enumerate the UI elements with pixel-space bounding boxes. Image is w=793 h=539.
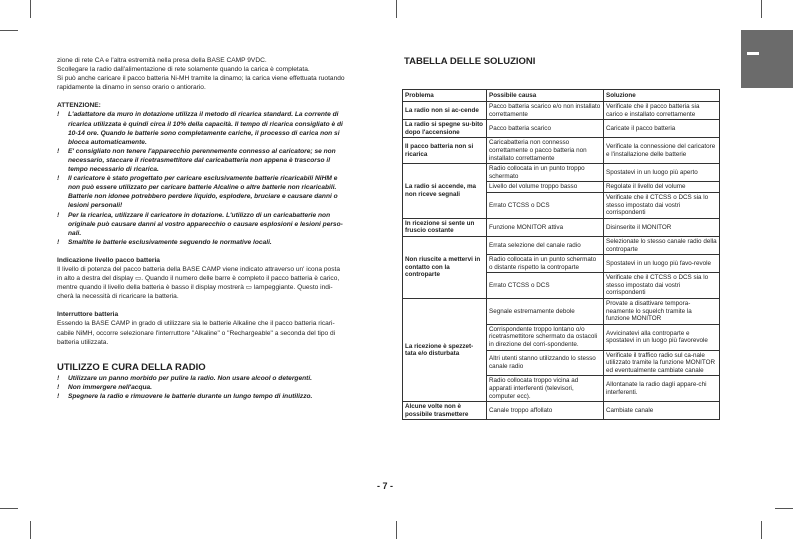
solutions-table: [402, 89, 720, 420]
attention-note: [57, 110, 373, 146]
note-line: lesioni personali!: [68, 202, 123, 210]
cause-cell: Radio collocata troppo vicina ad apparati interferenti (televisori, computer ecc).: [487, 376, 604, 402]
warning-mark: !: [57, 147, 60, 155]
solution-cell: Verificate il traffico radio sul ca-nale utilizzato tramite la funzione MONITOR ed eventualmente cambiate canale: [604, 350, 720, 376]
switch-heading: Interruttore batteria: [57, 311, 119, 319]
warning-mark: !: [57, 211, 60, 219]
crop-mark: [396, 0, 397, 18]
note-line: ricarica utilizzata è quindi circa il 10% della capacità. Il tempo di ricarica consigliato è di: [68, 120, 343, 128]
note-line: Per la ricarica, utilizzare il caricatore in dotazione. L'utilizzo di un caricabatterie non: [68, 211, 331, 219]
table-title: TABELLA DELLE SOLUZIONI: [404, 56, 536, 67]
note-line: E' consigliato non tenere l'apparecchio perennemente connesso al caricatore; se non: [68, 147, 336, 155]
section-tab: [741, 30, 793, 88]
crop-mark: [0, 508, 18, 509]
note-line: L'adattatore da muro in dotazione utilizza il metodo di ricarica standard. La corrente di: [68, 111, 339, 119]
solution-cell: Allontanate la radio dagli appare-chi interferenti.: [604, 376, 720, 402]
note-line: Smaltite le batterie esclusivamente seguendo le normative locali.: [68, 238, 272, 246]
warning-mark: !: [57, 392, 60, 400]
page-number: - 7 -: [377, 481, 394, 491]
table-row: [403, 120, 720, 138]
note-line: Batterie non idonee potrebbero perdere liquido, esplodere, bruciare e causare danni o: [68, 193, 338, 201]
attention-note: [57, 147, 373, 174]
intro-line: rapidamente la dinamo in senso orario o antiorario.: [57, 84, 206, 92]
cause-cell: Livello del volume troppo basso: [487, 182, 604, 193]
care-note: [57, 392, 373, 401]
battery-line: Il livello di potenza del pacco batteria della BASE CAMP viene indicato attraverso un' icona posta: [57, 265, 340, 273]
problem-cell: La radio non si ac-cende: [403, 102, 487, 120]
table-row: [403, 218, 720, 236]
switch-line: batteria utilizzata.: [57, 338, 109, 346]
note-line: originale può causare danni al vostro apparecchio o causare esplosioni e lesioni perso-: [68, 220, 343, 228]
solution-cell: Spostatevi in un luogo più aperto: [604, 164, 720, 182]
battery-line: in alto a destra del display ▭. Quando il numero delle barre è completo il pacco batteria è carico,: [57, 275, 340, 283]
solution-cell: Disinserite il MONITOR: [604, 218, 720, 236]
solution-cell: Avvicinatevi alla controparte e spostatevi in un luogo più favorevole: [604, 324, 720, 350]
table-row: [403, 402, 720, 420]
header-solution: Soluzione: [604, 90, 720, 102]
care-title: UTILIZZO E CURA DELLA RADIO: [57, 361, 206, 373]
header-problem: Problema: [403, 90, 487, 102]
attention-note: [57, 238, 373, 247]
problem-cell: Alcune volte non è possibile trasmettere: [403, 402, 487, 420]
attention-note: [57, 174, 373, 210]
cause-cell: Funzione MONITOR attiva: [487, 218, 604, 236]
crop-mark: [396, 521, 397, 539]
cause-cell: Corrispondente troppo lontano o/o ricetrasmettitore schermato da ostacoli in direzione del corri-spondente.: [487, 324, 604, 350]
switch-line: Essendo la BASE CAMP in grado di utilizzare sia le batterie Alkaline che il pacco batteria ricari-: [57, 320, 335, 328]
problem-cell: In ricezione si sente un fruscio costante: [403, 218, 487, 236]
attention-heading: ATTENZIONE:: [57, 102, 101, 110]
table-row: [403, 102, 720, 120]
note-line: 10-14 ore. Quando le batterie sono completamente cariche, il processo di carica non si: [68, 129, 340, 137]
crop-mark: [0, 30, 18, 31]
care-note-text: Utilizzare un panno morbido per pulire la radio. Non usare alcool o detergenti.: [68, 374, 313, 382]
care-note-text: Spegnere la radio e rimuovere le batterie durante un lungo tempo di inutilizzo.: [68, 392, 313, 400]
crop-mark: [30, 521, 31, 539]
cause-cell: Errato CTCSS o DCS: [487, 192, 604, 218]
table-row: [403, 138, 720, 164]
left-column: [57, 56, 373, 401]
battery-line: mentre quando il livello della batteria è basso il display mostrerà ▭ lampeggiante. Questo indi-: [57, 284, 333, 292]
table-row: [403, 299, 720, 325]
intro-line: zione di rete CA e l'altra estremità nella presa della BASE CAMP 9VDC.: [57, 57, 267, 64]
problem-cell: La radio si spegne su-bito dopo l'accensione: [403, 120, 487, 138]
care-note-text: Non immergere nell'acqua.: [68, 383, 153, 391]
note-line: blocca automaticamente.: [68, 138, 147, 146]
table-header-row: [403, 90, 720, 102]
crop-mark: [775, 508, 793, 509]
battery-heading: Indicazione livello pacco batteria: [57, 256, 160, 264]
table-row: [403, 164, 720, 182]
solution-cell: Verificate che il CTCSS o DCS sia lo stesso impostato dai vostri corrispondenti: [604, 192, 720, 218]
solution-cell: Regolate il livello del volume: [604, 182, 720, 193]
header-cause: Possibile causa: [487, 90, 604, 102]
note-line: tempo necessario di ricarica.: [68, 166, 159, 174]
note-line: necessario, staccare il ricetrasmettitore dal caricabatteria non appena è trascorso il: [68, 156, 331, 164]
solution-cell: Verificate che il pacco batteria sia carico e installato correttamente: [604, 102, 720, 120]
crop-mark: [30, 0, 31, 18]
cause-cell: Pacco batteria scarico e/o non installato correttamente: [487, 102, 604, 120]
table-row: [403, 236, 720, 254]
crop-mark: [761, 521, 762, 539]
cause-cell: Segnale estremamente debole: [487, 299, 604, 325]
note-line: nali.: [68, 229, 82, 237]
section-tab-dash: [747, 52, 759, 55]
care-note: [57, 383, 373, 392]
warning-mark: !: [57, 238, 60, 246]
problem-cell: La ricezione è spezzet-tata e/o disturbata: [403, 299, 487, 402]
problem-cell: Non riuscite a mettervi in contatto con la controparte: [403, 236, 487, 298]
cause-cell: Pacco batteria scarico: [487, 120, 604, 138]
problem-cell: Il pacco batteria non si ricarica: [403, 138, 487, 164]
warning-mark: !: [57, 374, 60, 382]
cause-cell: Canale troppo affollato: [487, 402, 604, 420]
note-line: Il caricatore è stato progettato per caricare esclusivamente batterie ricaricabili NiHM e: [68, 175, 338, 183]
solution-cell: Verificate la connessione del caricatore e l'installazione delle batterie: [604, 138, 720, 164]
warning-mark: !: [57, 175, 60, 183]
care-note: [57, 374, 373, 383]
warning-mark: !: [57, 111, 60, 119]
solution-cell: Selezionate lo stesso canale radio della controparte: [604, 236, 720, 254]
solution-cell: Provate a disattivare tempora-neamente lo squelch tramite la funzione MONITOR: [604, 299, 720, 325]
switch-line: cabile NiMH, occorre selezionare l'interruttore "Alkaline" o "Rechargeable" a seconda del tipo di: [57, 329, 336, 337]
cause-cell: Altri utenti stanno utilizzando lo stesso canale radio: [487, 350, 604, 376]
cause-cell: Errato CTCSS o DCS: [487, 273, 604, 299]
cause-cell: Caricabatteria non connesso correttamente o pacco batteria non installato correttamente: [487, 138, 604, 164]
problem-cell: La radio si accende, ma non riceve segnali: [403, 164, 487, 219]
attention-note: [57, 211, 373, 238]
cause-cell: Radio collocata in un punto schermato o distante rispetto la controparte: [487, 255, 604, 273]
solution-cell: Spostatevi in un luogo più favo-revole: [604, 255, 720, 273]
intro-line: Scollegare la radio dall'alimentazione di rete solamente quando la carica è completata.: [57, 66, 310, 74]
battery-line: cherà la necessità di ricaricare la batteria.: [57, 293, 179, 301]
intro-line: Si può anche caricare il pacco batteria Ni-MH tramite la dinamo; la carica viene effettuata ruotando: [57, 75, 345, 83]
cause-cell: Errata selezione del canale radio: [487, 236, 604, 254]
solution-cell: Cambiate canale: [604, 402, 720, 420]
note-line: non può essere utilizzato per caricare batterie Alcaline o altre batterie non ricaricabili.: [68, 184, 337, 192]
solution-cell: Verificate che il CTCSS o DCS sia lo stesso impostato dai vostri corrispondenti: [604, 273, 720, 299]
cause-cell: Radio collocata in un punto troppo schermato: [487, 164, 604, 182]
solution-cell: Caricate il pacco batteria: [604, 120, 720, 138]
crop-mark: [761, 0, 762, 18]
warning-mark: !: [57, 383, 60, 391]
